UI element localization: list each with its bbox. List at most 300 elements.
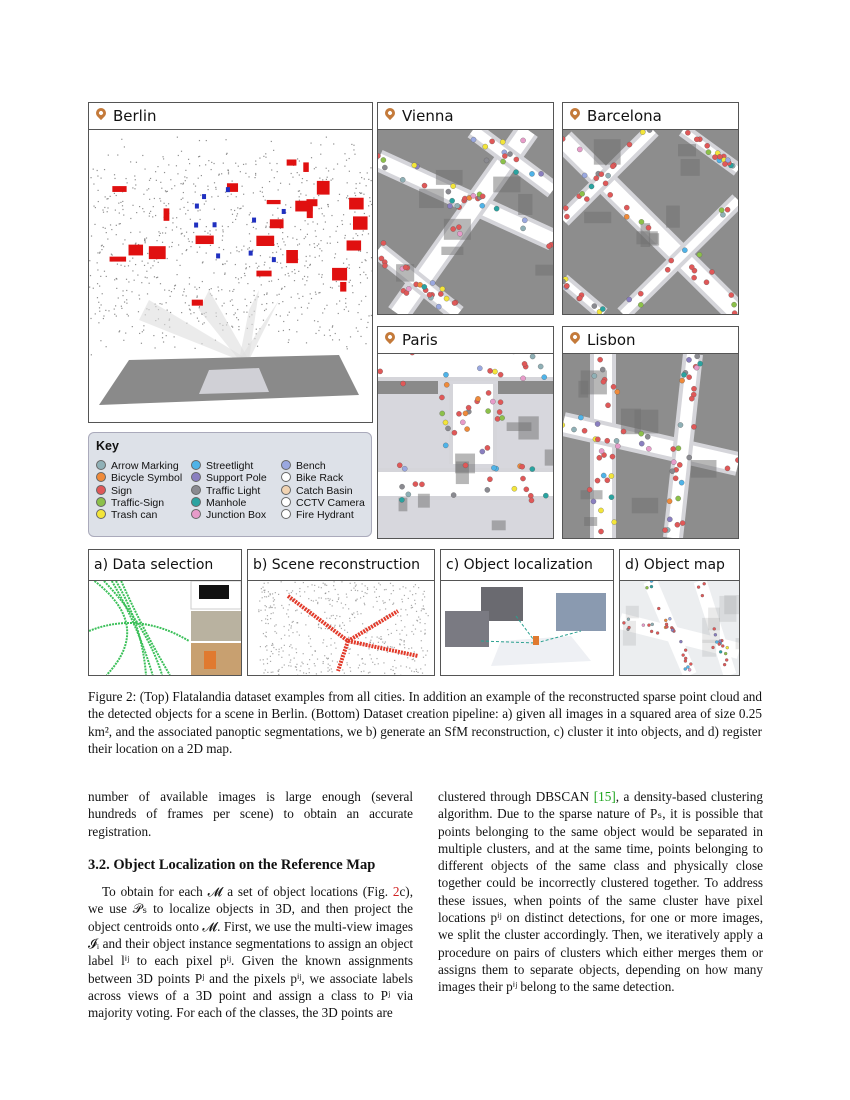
point [201,175,202,176]
point [114,174,115,175]
point [365,260,366,261]
object-dot [427,292,432,297]
point [299,174,300,175]
left-column [88,788,413,1022]
point [170,296,171,297]
point [360,282,361,283]
object-dot [598,508,603,513]
point [361,177,362,178]
object-dot [580,191,585,196]
text: To obtain for each 𝓜 a set of object locations (Fig. [102,884,393,900]
point [319,208,320,209]
point [339,339,340,340]
point [171,188,172,189]
point [315,333,316,334]
object-dot [471,137,476,142]
point [291,297,292,298]
point [238,319,239,320]
detected-object [353,216,368,229]
point [335,231,336,232]
legend-key [88,432,372,537]
point [258,266,259,267]
object-dot [729,292,734,297]
object-dot [731,302,736,307]
object-dot [480,449,485,454]
point [100,178,101,179]
object-dot [492,369,497,374]
point [132,187,133,188]
point [360,336,361,337]
building [594,139,621,164]
point [149,199,150,200]
legend-dot-icon [281,485,291,495]
point [97,297,98,298]
object-dot [582,428,587,433]
point [304,276,305,277]
point [213,163,214,164]
object-dot [627,297,632,302]
point [306,342,307,343]
point [145,277,146,278]
point [314,247,315,248]
legend-dot-icon [96,497,106,507]
point [222,240,223,241]
point [327,204,328,205]
object-dot [601,473,606,478]
point [137,274,138,275]
point [228,226,229,227]
point [266,292,267,293]
object-dot [684,667,687,670]
point [148,188,149,189]
object-dot [719,640,722,643]
object-dot [530,354,535,359]
detected-object [267,200,281,204]
object-dot [642,624,645,627]
point [136,162,137,163]
object-dot [614,438,619,443]
object-dot [490,399,495,404]
point [196,289,197,290]
point [355,195,356,196]
point [146,271,147,272]
point [269,163,270,164]
point [205,164,206,165]
point [199,140,200,141]
paris-map [378,354,553,538]
detected-object [287,159,297,165]
point [289,312,290,313]
point [353,145,354,146]
point [236,246,237,247]
building [441,247,463,255]
point [289,184,290,185]
detected-object [306,199,317,206]
point [156,240,157,241]
object-dot [402,466,407,471]
point [205,201,206,202]
building [584,212,611,223]
point [160,182,161,183]
point [262,192,263,193]
point [179,265,180,266]
point [206,140,207,141]
point [254,177,255,178]
point [284,286,285,287]
point [198,156,199,157]
point [93,288,94,289]
point [319,178,320,179]
object-dot [456,411,461,416]
point [222,229,223,230]
point [266,303,267,304]
paragraph: number of available images is large enough (several hundreds of frames per scene) to obtain an accurate registration. [88,789,413,839]
point [354,211,355,212]
point [269,181,270,182]
point [146,237,147,238]
point [197,295,198,296]
point [247,249,248,250]
point [311,298,312,299]
point [232,305,233,306]
citation-link[interactable]: [15] [593,789,616,804]
point [199,287,200,288]
point [147,253,148,254]
point [317,245,318,246]
point [318,243,319,244]
object-dot [507,151,512,156]
point [269,257,270,258]
point [324,335,325,336]
object-dot [475,396,480,401]
point [155,171,156,172]
point [242,186,243,187]
building [493,177,520,193]
object-dot [443,443,448,448]
point [317,321,318,322]
object-dot [582,173,587,178]
point [287,315,288,316]
point [307,267,308,268]
object-dot [662,528,667,533]
point [159,303,160,304]
section-heading: 3.2. Object Localization on the Reference Map [88,856,376,873]
object-dot [465,426,470,431]
point [263,320,264,321]
point [238,282,239,283]
object-dot [577,147,582,152]
point [337,242,338,243]
point [272,302,273,303]
object-dot [487,477,492,482]
point [160,283,161,284]
point [326,168,327,169]
point [172,218,173,219]
point [213,272,214,273]
point [320,144,321,145]
point [145,242,146,243]
object-dot [591,499,596,504]
point [265,200,266,201]
point [150,211,151,212]
point [246,312,247,313]
point [176,165,177,166]
key-label: Streetlight [206,460,254,472]
object-dot [612,519,617,524]
point [102,293,103,294]
point [207,186,208,187]
point [254,295,255,296]
object-dot [609,473,614,478]
detected-object [317,181,330,195]
object-dot [538,364,543,369]
figure-caption: Figure 2: (Top) Flatalandia dataset examples from all cities. In addition an example of the reconstructed sparse point cloud and the detected objects for a scene in Berlin. (Bottom) Dataset creation pipeline: a) given all images in a squared area of size 0.25 km², and the associated panoptic segmentations, we b) generate an SfM reconstruction, c) cluster it into objects, and d) register their location on a 2D map. [88,689,762,756]
point [181,199,182,200]
object-dot [443,372,448,377]
object-dot [486,408,491,413]
point [93,169,94,170]
object-dot [538,171,543,176]
point [154,276,155,277]
point [138,295,139,296]
point [319,248,320,249]
point [162,332,163,333]
point [126,290,127,291]
point [204,231,205,232]
point [272,252,273,253]
point [347,182,348,183]
object-dot [483,144,488,149]
object-dot [495,416,500,421]
point [243,194,244,195]
point [297,320,298,321]
point [362,234,363,235]
object-dot [628,626,631,629]
point [166,205,167,206]
object-dot [718,643,721,646]
object-dot [680,520,685,525]
point [283,321,284,322]
point [326,137,327,138]
point [276,314,277,315]
point [300,229,301,230]
point [330,243,331,244]
point [314,243,315,244]
object-dot [665,623,668,626]
point [161,188,162,189]
point [349,171,350,172]
point [103,315,104,316]
point [164,172,165,173]
object-dot [639,441,644,446]
point [319,326,320,327]
point [221,289,222,290]
point [211,288,212,289]
point [176,226,177,227]
barcelona-panel [562,102,739,315]
point [292,237,293,238]
point [266,294,267,295]
point [304,265,305,266]
building [632,498,658,513]
point [299,190,300,191]
point [231,209,232,210]
point [263,196,264,197]
point [135,264,136,265]
object-dot [686,666,689,669]
point [130,218,131,219]
point [328,206,329,207]
object-dot [595,437,600,442]
point [162,156,163,157]
point [171,246,172,247]
object-dot [381,240,386,245]
point [128,315,129,316]
figure-link[interactable]: 2 [392,884,400,900]
point [335,253,336,254]
point [279,294,280,295]
point [331,180,332,181]
lisbon-panel [562,326,739,539]
object-dot [686,357,691,362]
object-dot [712,646,715,649]
object-dot [676,446,681,451]
point [240,208,241,209]
key-label: Bike Rack [296,472,344,485]
point [353,238,354,239]
point [359,192,360,193]
object-dot [606,173,611,178]
point [158,262,159,263]
location-pin-icon [568,106,582,120]
object-dot [422,183,427,188]
object-dot [444,296,449,301]
barcelona-map [563,130,738,314]
point [307,276,308,277]
point [276,252,277,253]
point [115,210,116,211]
point [99,311,100,312]
point [196,297,197,298]
point [149,213,150,214]
object-dot [577,296,582,301]
paragraph [438,788,763,996]
point [304,238,305,239]
point [228,170,229,171]
object-dot [691,424,696,429]
point [184,176,185,177]
point [152,265,153,266]
point [158,231,159,232]
point [114,178,115,179]
detected-object [196,236,214,244]
point [120,265,121,266]
point [298,191,299,192]
point [202,281,203,282]
point [349,268,350,269]
object-dot [595,478,600,483]
key-title: Key [96,439,119,453]
point [280,249,281,250]
data-selection-image [89,581,241,675]
point [371,315,372,316]
object-dot [647,624,650,627]
point [334,257,335,258]
object-dot [697,586,700,589]
point [227,196,228,197]
point [278,279,279,280]
point [320,154,321,155]
detected-object [149,246,166,259]
point [346,306,347,307]
point [215,189,216,190]
point [257,346,258,347]
point [95,313,96,314]
point [182,253,183,254]
point [97,262,98,263]
point [114,193,115,194]
point [126,303,127,304]
key-label: Arrow Marking [111,460,179,472]
point [307,234,308,235]
key-label: Traffic-Sign [111,496,165,509]
point [245,299,246,300]
point [172,242,173,243]
point [359,304,360,305]
point [335,333,336,334]
point [160,233,161,234]
point [360,172,361,173]
point [228,172,229,173]
point [169,290,170,291]
point [326,305,327,306]
point [97,283,98,284]
key-label: Trash can [111,509,158,522]
point [197,252,198,253]
point [348,198,349,199]
object-dot [529,171,534,176]
point [199,307,200,308]
point [195,348,196,349]
point [211,196,212,197]
point [349,282,350,283]
point [122,205,123,206]
object-dot [451,184,456,189]
object-dot [724,652,727,655]
point [138,311,139,312]
object-dot [673,476,678,481]
point [193,183,194,184]
object-dot [460,420,465,425]
point [357,312,358,313]
point [241,249,242,250]
point [349,158,350,159]
point [255,164,256,165]
object-dot [695,354,700,359]
point [271,141,272,142]
point [350,280,351,281]
point [234,210,235,211]
point [116,278,117,279]
point [90,318,91,319]
scene-reconstruction-image [248,581,434,675]
point [364,213,365,214]
point [237,213,238,214]
object-dot [471,193,476,198]
object-dot [498,372,503,377]
point [315,236,316,237]
point [180,183,181,184]
